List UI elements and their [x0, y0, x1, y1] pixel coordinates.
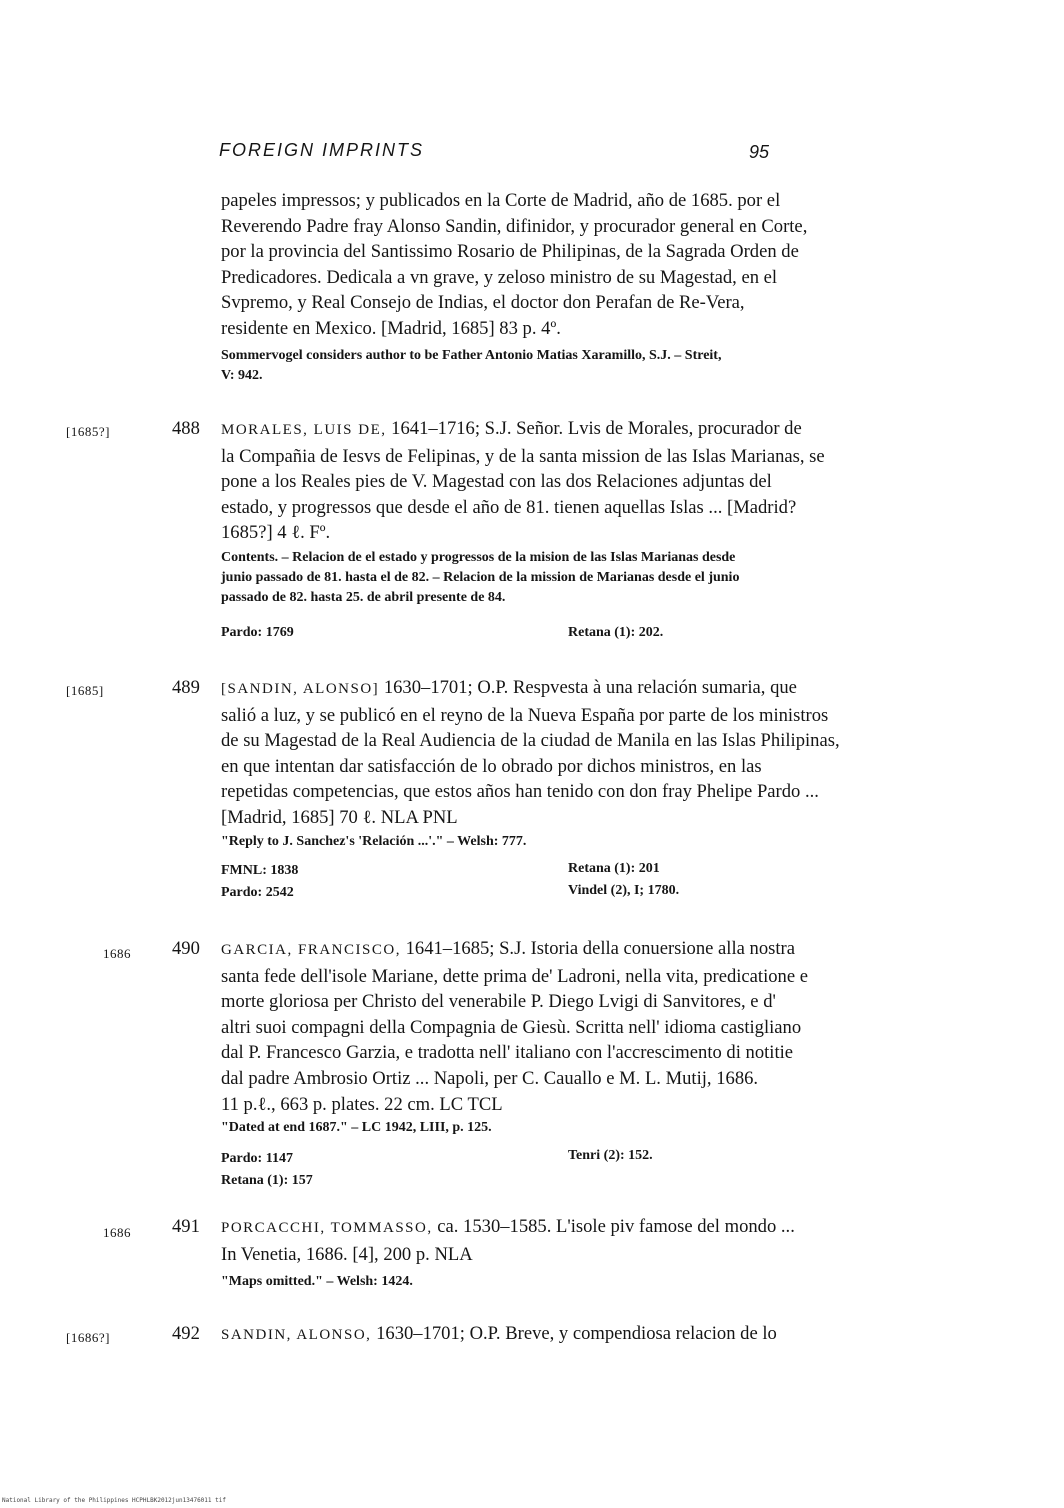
entry-author: PORCACCHI, TOMMASSO,: [221, 1220, 433, 1236]
intro-paragraph: [221, 188, 911, 342]
citation: FMNL: 1838: [221, 863, 299, 878]
entry-text: [221, 416, 911, 546]
entry-title-start: 1630–1701; O.P. Respvesta à una relación sumaria, que: [383, 677, 797, 698]
text-line: residente en Mexico. [Madrid, 1685] 83 p. 4º.: [221, 317, 561, 339]
entry-text: [221, 1214, 911, 1267]
text-line: [221, 1321, 911, 1349]
entry-date: 1686: [103, 946, 131, 961]
text-line: [221, 1214, 911, 1242]
entry-author: [SANDIN, ALONSO]: [221, 681, 380, 697]
entry-author: GARCIA, FRANCISCO,: [221, 942, 401, 958]
entry-title-start: 1630–1701; O.P. Breve, y compendiosa relacion de lo: [376, 1323, 777, 1344]
text-line: dal P. Francesco Garzia, e tradotta nell' italiano con l'accrescimento di notitie: [221, 1042, 794, 1064]
entry-text: [221, 936, 911, 1117]
citation: Vindel (2), I; 1780.: [568, 883, 680, 898]
text-line: Svpremo, y Real Consejo de Indias, el doctor don Perafan de Re-Vera,: [221, 292, 745, 314]
entry-number: 489: [172, 677, 200, 698]
text-line: [221, 416, 911, 444]
citation: Retana (1): 201: [568, 861, 660, 876]
text-line: 1685?] 4 ℓ. Fº.: [221, 522, 331, 544]
entry-title-start: ca. 1530–1585. L'isole piv famose del mondo ...: [437, 1216, 795, 1237]
citations-left: [221, 1148, 313, 1192]
page-number: 95: [748, 142, 769, 162]
running-title: FOREIGN IMPRINTS: [219, 140, 425, 160]
citations-left: [221, 860, 298, 904]
entry-author: SANDIN, ALONSO,: [221, 1327, 372, 1343]
text-line: estado, y progressos que desde el año de 81. tienen aquellas Islas ... [Madrid?: [221, 496, 797, 518]
text-line: salió a luz, y se publicó en el reyno de la Nueva España por parte de los ministros: [221, 704, 829, 726]
text-line: pone a los Reales pies de V. Magestad con las dos Relaciones adjuntas del: [221, 471, 772, 493]
note-line: Sommervogel considers author to be Father Antonio Matias Xaramillo, S.J. – Streit,: [221, 348, 722, 363]
scan-footer: National Library of the Philippines HCPHLBK2012jun13476011 tif: [2, 1497, 226, 1504]
intro-note: [221, 346, 911, 386]
text-line: de su Magestad de la Real Audiencia de la ciudad de Manila en las Islas Philipinas,: [221, 730, 840, 752]
text-line: altri suoi compagni della Compagnia de Giesù. Scritta nell' idioma castigliano: [221, 1016, 802, 1038]
entry-number: 490: [172, 938, 200, 959]
citations-right: [568, 858, 679, 902]
entry-date: [1685]: [66, 683, 104, 698]
citations-left: [221, 622, 294, 644]
citation: Tenri (2): 152.: [568, 1148, 653, 1163]
entry-author: MORALES, LUIS DE,: [221, 422, 387, 438]
text-line: [Madrid, 1685] 70 ℓ. NLA PNL: [221, 806, 458, 828]
entry-number: 491: [172, 1216, 200, 1237]
entry-date: [1685?]: [66, 424, 110, 439]
note-line: "Dated at end 1687." – LC 1942, LIII, p. 125.: [221, 1120, 492, 1135]
citation: Pardo: 2542: [221, 885, 294, 900]
note-line: passado de 82. hasta 25. de abril presente de 84.: [221, 590, 506, 605]
text-line: en que intentan dar satisfacción de lo obrado por dichos ministros, en las: [221, 755, 762, 777]
page-header: [219, 140, 769, 166]
citations-right: [568, 1145, 653, 1167]
text-line: morte gloriosa per Christo del venerabile P. Diego Lvigi di Sanvitores, e d': [221, 991, 776, 1013]
citations-right: [568, 622, 663, 644]
entry-text: [221, 1321, 911, 1349]
text-line: por la provincia del Santissimo Rosario de Philipinas, de la Sagrada Orden de: [221, 241, 799, 263]
citation: Retana (1): 157: [221, 1173, 313, 1188]
entry-title-start: 1641–1685; S.J. Istoria della conuersione alla nostra: [405, 938, 795, 959]
text-line: dal padre Ambrosio Ortiz ... Napoli, per C. Cauallo e M. L. Mutij, 1686.: [221, 1067, 759, 1089]
text-line: papeles impressos; y publicados en la Corte de Madrid, año de 1685. por el: [221, 190, 781, 211]
citation: Pardo: 1769: [221, 625, 294, 640]
note-line: "Reply to J. Sanchez's 'Relación ...'." – Welsh: 777.: [221, 834, 527, 849]
entry-number: 488: [172, 418, 200, 439]
text-line: Reverendo Padre fray Alonso Sandin, difinidor, y procurador general en Corte,: [221, 215, 808, 237]
text-line: [221, 675, 911, 703]
text-line: In Venetia, 1686. [4], 200 p. NLA: [221, 1243, 473, 1265]
entry-note: [221, 832, 911, 852]
entry-text: [221, 675, 911, 831]
citation: Retana (1): 202.: [568, 625, 664, 640]
entry-number: 492: [172, 1323, 200, 1344]
entry-note: [221, 1118, 911, 1138]
text-line: santa fede dell'isole Mariane, dette prima de' Ladroni, nella vita, predicatione e: [221, 965, 808, 987]
entry-title-start: 1641–1716; S.J. Señor. Lvis de Morales, procurador de: [391, 418, 802, 439]
text-line: [221, 936, 911, 964]
note-line: junio passado de 81. hasta el de 82. – Relacion de la mission de Marianas desde el junio: [221, 570, 740, 585]
text-line: repetidas competencias, que estos años han tenido con don fray Phelipe Pardo ...: [221, 781, 819, 803]
citation: Pardo: 1147: [221, 1151, 293, 1166]
note-line: V: 942.: [221, 368, 263, 383]
entry-note: [221, 548, 911, 608]
text-line: Predicadores. Dedicala a vn grave, y zeloso ministro de su Magestad, en el: [221, 266, 778, 288]
note-line: "Maps omitted." – Welsh: 1424.: [221, 1274, 413, 1289]
text-line: 11 p.ℓ., 663 p. plates. 22 cm. LC TCL: [221, 1093, 503, 1115]
entry-note: [221, 1272, 911, 1292]
entry-date: 1686: [103, 1225, 131, 1240]
text-line: la Compañia de Iesvs de Felipinas, y de la santa mission de las Islas Marianas, se: [221, 445, 825, 467]
note-line: Contents. – Relacion de el estado y progressos de la mision de las Islas Marianas desde: [221, 550, 736, 565]
entry-date: [1686?]: [66, 1330, 110, 1345]
